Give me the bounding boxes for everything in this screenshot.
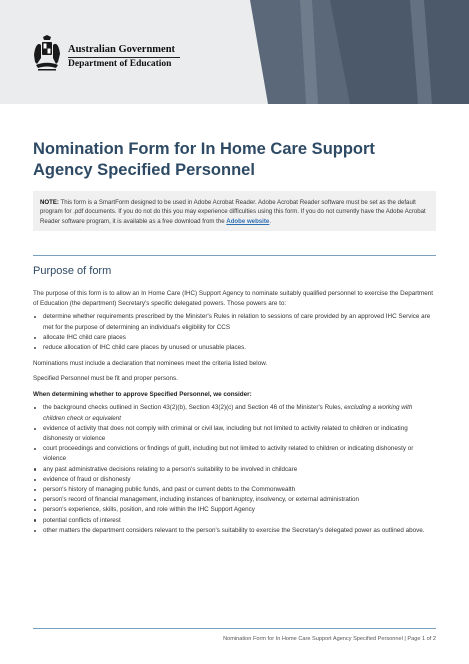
list-item: evidence of activity that does not comply with criminal or civil law, including but not limited to activity related to children or indicating dishonesty or violence (33, 424, 436, 444)
department-name: Department of Education (68, 59, 172, 69)
list-item: reduce allocation of IHC child care places by unused or unusable places. (33, 343, 436, 353)
header-band (0, 0, 469, 104)
page-title: Nomination Form for In Home Care Support Agency Specified Personnel (33, 140, 375, 179)
list-item: person's history of managing public funds, and past or current debts to the Commonwealth (33, 485, 436, 495)
purpose-intro: The purpose of this form is to allow an In Home Care (IHC) Support Agency to nominate suitably qualified personnel to exercise the Department of Education (the department) Secretary's specific delegated powers. Those powers are to: (33, 290, 434, 308)
powers-list (33, 312, 436, 353)
logo-divider (68, 57, 180, 58)
criterion-text: the background checks outlined in Section 43(2)(b), Section 43(2)(c) and Section 46 of the Minister's Rules, (43, 404, 345, 412)
list-item: potential conflicts of interest (33, 516, 436, 526)
note-text: This form is a SmartForm designed to be used in Adobe Acrobat Reader. Adobe Acrobat Reader software must be set as the default program for .pdf documents. If you do not do this you may experience difficulties using this form. If you do not currently have the Adobe Acrobat Reader software program, it is available as a free download from the (40, 199, 426, 225)
page-footer: Nomination Form for In Home Care Support Agency Specified Personnel | Page 1 of 2 (223, 636, 436, 642)
note-end: . (269, 217, 272, 225)
government-logo (32, 34, 182, 74)
footer-divider (33, 628, 436, 629)
note-label: NOTE: (40, 199, 59, 206)
list-item: person's experience, skills, position, and role within the IHC Support Agency (33, 505, 436, 515)
criterion-emphasis: excluding a working with children check or equivalent (43, 404, 413, 422)
list-item: any past administrative decisions relating to a person's suitability to be involved in childcare (33, 465, 436, 475)
purpose-section (33, 289, 436, 536)
note-box (33, 191, 436, 231)
adobe-website-link[interactable]: Adobe website (226, 217, 270, 225)
section-divider (33, 255, 436, 256)
list-item: court proceedings and convictions or findings of guilt, including but not limited to activity related to children or indicating dishonesty or violence (33, 444, 436, 464)
consider-heading: When determining whether to approve Specified Personnel, we consider: (33, 391, 252, 399)
government-name: Australian Government (68, 44, 176, 55)
criteria-list (33, 403, 436, 536)
coat-of-arms-icon (32, 34, 62, 72)
list-item: other matters the department considers relevant to the person's suitability to exercise the Secretary's delegated power as outlined above. (33, 526, 436, 536)
section-heading-purpose: Purpose of form (33, 265, 112, 277)
declaration-text: Nominations must include a declaration that nominees meet the criteria listed below. (33, 359, 268, 367)
list-item: allocate IHC child care places (33, 333, 436, 343)
list-item (33, 403, 436, 423)
fit-proper-text: Specified Personnel must be fit and proper persons. (33, 375, 178, 383)
list-item: determine whether requirements prescribed by the Minister's Rules in relation to sessions of care provided by an approved IHC Service are met for the purpose of determining an individual's eligibility for CCS (33, 312, 436, 332)
list-item: person's record of financial management, including instances of bankruptcy, insolvency, or external administration (33, 495, 436, 505)
list-item: evidence of fraud or dishonesty (33, 475, 436, 485)
